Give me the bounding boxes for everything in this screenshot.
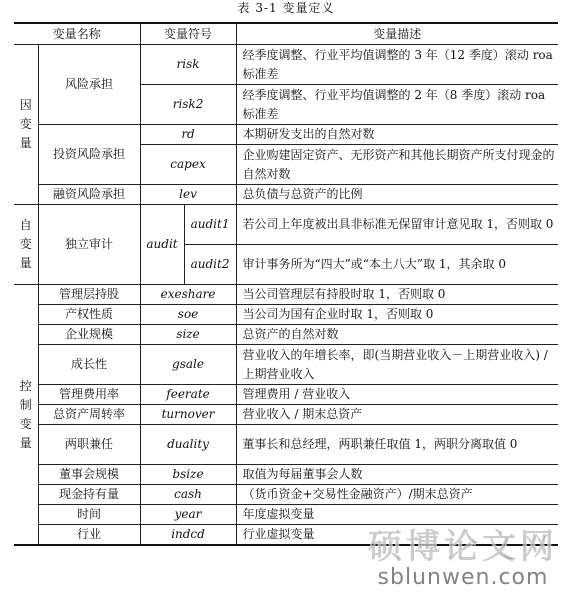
table-row — [14, 505, 558, 525]
table-row — [14, 525, 558, 546]
variable-symbol: lev — [140, 185, 236, 205]
variable-symbol: indcd — [140, 525, 236, 546]
table-row — [14, 325, 558, 345]
table-row — [14, 205, 558, 245]
table-row — [14, 285, 558, 305]
table-row — [14, 405, 558, 425]
variable-name: 管理费用率 — [38, 385, 140, 405]
group-label-control: 控 制 变 量 — [14, 285, 38, 546]
variable-subsymbol: audit2 — [184, 245, 236, 285]
variable-description: 经季度调整、行业平均值调整的 2 年（8 季度）滚动 roa 标准差 — [236, 85, 558, 125]
header-variable-symbol: 变量符号 — [140, 23, 236, 45]
variable-symbol: turnover — [140, 405, 236, 425]
variable-symbol: cash — [140, 485, 236, 505]
variable-name: 时间 — [38, 505, 140, 525]
variable-description: 当公司管理层有持股时取 1，否则取 0 — [236, 285, 558, 305]
variable-description: 董事长和总经理，两职兼任取值 1，两职分离取值 0 — [236, 425, 558, 465]
variable-symbol: soe — [140, 305, 236, 325]
header-variable-name: 变量名称 — [14, 23, 140, 45]
table-row — [14, 305, 558, 325]
table-row — [14, 45, 558, 85]
variable-description: 营业收入的年增长率，即(当期营业收入－上期营业收入) /上期营业收入 — [236, 345, 558, 385]
variable-symbol: year — [140, 505, 236, 525]
variable-description: 总负债与总资产的比例 — [236, 185, 558, 205]
variable-description: 总资产的自然对数 — [236, 325, 558, 345]
variable-definition-table — [14, 22, 558, 546]
group-label-independent: 自 变 量 — [14, 205, 38, 285]
table-row — [14, 485, 558, 505]
table-row — [14, 345, 558, 385]
variable-symbol: duality — [140, 425, 236, 465]
variable-description: 经季度调整、行业平均值调整的 3 年（12 季度）滚动 roa 标准差 — [236, 45, 558, 85]
variable-description: 审计事务所为“四大”或“本土八大”取 1，其余取 0 — [236, 245, 558, 285]
table-caption: 表 3-1 变量定义 — [237, 1, 335, 15]
variable-symbol: feerate — [140, 385, 236, 405]
header-variable-description: 变量描述 — [236, 23, 558, 45]
variable-description: 管理费用 / 营业收入 — [236, 385, 558, 405]
variable-name: 行业 — [38, 525, 140, 546]
table-row — [14, 385, 558, 405]
table-header-row — [14, 23, 558, 45]
variable-description: 年度虚拟变量 — [236, 505, 558, 525]
variable-description: 当公司为国有企业时取 1，否则取 0 — [236, 305, 558, 325]
variable-name: 风险承担 — [38, 45, 140, 125]
variable-name: 总资产周转率 — [38, 405, 140, 425]
variable-description: 企业购建固定资产、无形资产和其他长期资产所支付现金的自然对数 — [236, 145, 558, 185]
variable-name: 融资风险承担 — [38, 185, 140, 205]
variable-symbol: rd — [140, 125, 236, 145]
variable-name: 独立审计 — [38, 205, 140, 285]
variable-name: 董事会规模 — [38, 465, 140, 485]
variable-name: 投资风险承担 — [38, 125, 140, 185]
variable-name: 两职兼任 — [38, 425, 140, 465]
group-label-dependent: 因 变 量 — [14, 45, 38, 205]
variable-symbol: risk2 — [140, 85, 236, 125]
table-row — [14, 425, 558, 465]
watermark-url: sblunwen.com — [377, 565, 549, 590]
variable-name: 企业规模 — [38, 325, 140, 345]
variable-name: 现金持有量 — [38, 485, 140, 505]
watermark-logo-text: 硕博论文网 — [368, 527, 558, 567]
variable-symbol: audit — [140, 205, 184, 285]
table-row — [14, 125, 558, 145]
variable-subsymbol: audit1 — [184, 205, 236, 245]
variable-symbol: risk — [140, 45, 236, 85]
variable-description: （货币资金+交易性金融资产）/期末总资产 — [236, 485, 558, 505]
variable-symbol: size — [140, 325, 236, 345]
variable-description: 本期研发支出的自然对数 — [236, 125, 558, 145]
variable-symbol: exeshare — [140, 285, 236, 305]
variable-symbol: gsale — [140, 345, 236, 385]
variable-description: 若公司上年度被出具非标准无保留审计意见取 1，否则取 0 — [236, 205, 558, 245]
variable-description: 营业收入 / 期末总资产 — [236, 405, 558, 425]
variable-description: 取值为每届董事会人数 — [236, 465, 558, 485]
variable-symbol: capex — [140, 145, 236, 185]
table-row — [14, 465, 558, 485]
variable-name: 管理层持股 — [38, 285, 140, 305]
variable-name: 成长性 — [38, 345, 140, 385]
table-row — [14, 185, 558, 205]
variable-description: 行业虚拟变量 — [236, 525, 558, 546]
variable-symbol: bsize — [140, 465, 236, 485]
variable-name: 产权性质 — [38, 305, 140, 325]
